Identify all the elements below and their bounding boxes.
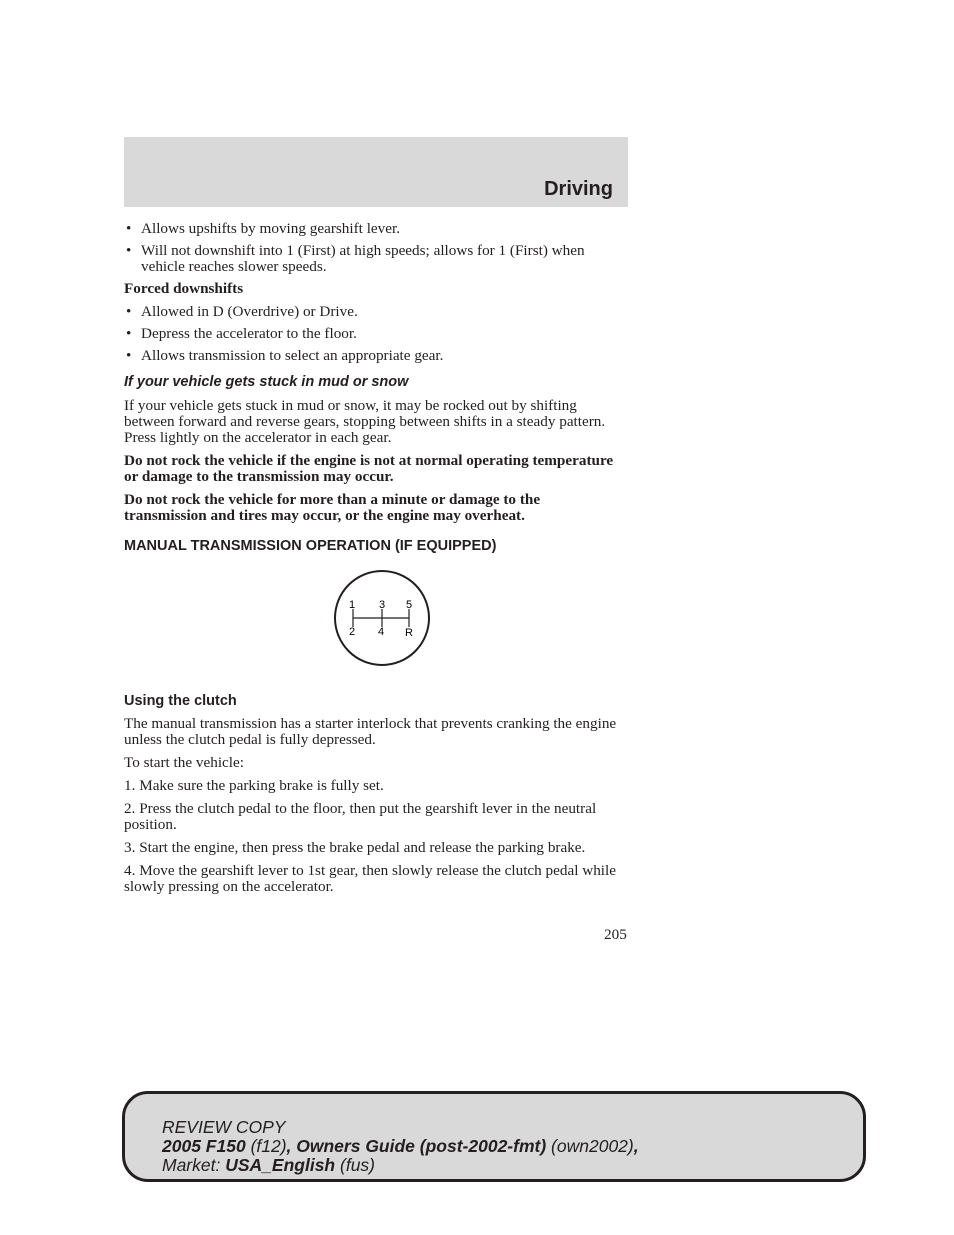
- market-name: USA_English: [225, 1155, 336, 1175]
- gear-label: 5: [405, 599, 413, 611]
- main-content: [124, 221, 624, 554]
- list-item: • Depress the accelerator to the floor.: [126, 325, 357, 342]
- forced-downshifts-heading: Forced downshifts: [124, 280, 244, 297]
- clutch-heading: Using the clutch: [124, 693, 237, 709]
- gear-label: R: [405, 627, 413, 639]
- model-code: (f12): [250, 1136, 287, 1156]
- step-item: 4. Move the gearshift lever to 1st gear, then slowly release the clutch pedal while slowly pressing on the accelerator.: [124, 862, 616, 895]
- list-item: • Allows upshifts by moving gearshift lever.: [126, 220, 401, 237]
- guide-name: , Owners Guide (post-2002-fmt): [286, 1136, 547, 1156]
- gear-label: 1: [348, 599, 356, 611]
- model-name: 2005 F150: [162, 1136, 246, 1156]
- start-intro: To start the vehicle:: [124, 754, 244, 771]
- list-item: • Allowed in D (Overdrive) or Drive.: [126, 303, 358, 320]
- gear-label: 2: [348, 626, 356, 638]
- market-code: (fus): [340, 1155, 375, 1175]
- clutch-content: [124, 716, 624, 902]
- step-item: 1. Make sure the parking brake is fully set.: [124, 777, 384, 794]
- guide-code: (own2002): [551, 1136, 634, 1156]
- stuck-paragraph: If your vehicle gets stuck in mud or snow, it may be rocked out by shifting between forward and reverse gears, stopping between shifts in a steady pattern. Press lightly on the accelerator in each gear.: [124, 397, 606, 446]
- shift-knob-icon: [333, 569, 431, 667]
- shift-pattern-diagram: [333, 569, 431, 667]
- list-item: • Will not downshift into 1 (First) at high speeds; allows for 1 (First) when vehicle reaches slower speeds.: [126, 242, 585, 275]
- manual-transmission-heading: MANUAL TRANSMISSION OPERATION (IF EQUIPPED): [124, 538, 497, 554]
- warning-text: Do not rock the vehicle for more than a minute or damage to the transmission and tires may occur, or the engine may overheat.: [124, 491, 541, 524]
- footer-comma: ,: [633, 1136, 639, 1156]
- step-item: 3. Start the engine, then press the brake pedal and release the parking brake.: [124, 839, 586, 856]
- gear-label: 4: [377, 626, 385, 638]
- bullet-icon: •: [126, 347, 132, 364]
- page-number: 205: [604, 926, 627, 943]
- bullet-icon: •: [126, 242, 132, 259]
- bullet-icon: •: [126, 220, 132, 237]
- gear-label: 3: [378, 599, 386, 611]
- section-title: Driving: [544, 178, 613, 200]
- stuck-heading: If your vehicle gets stuck in mud or snow: [124, 374, 409, 390]
- bullet-icon: •: [126, 303, 132, 320]
- warning-text: Do not rock the vehicle if the engine is not at normal operating temperature or damage to the transmission may occur.: [124, 452, 614, 485]
- list-item: • Allows transmission to select an appropriate gear.: [126, 347, 444, 364]
- market-label: Market:: [162, 1155, 221, 1175]
- bullet-icon: •: [126, 325, 132, 342]
- clutch-paragraph: The manual transmission has a starter interlock that prevents cranking the engine unless the clutch pedal is fully depressed.: [124, 715, 617, 748]
- step-item: 2. Press the clutch pedal to the floor, then put the gearshift lever in the neutral position.: [124, 800, 597, 833]
- section-header-band: [124, 137, 628, 207]
- review-copy-label: REVIEW COPY: [162, 1117, 286, 1137]
- review-footer-text: [162, 1118, 639, 1175]
